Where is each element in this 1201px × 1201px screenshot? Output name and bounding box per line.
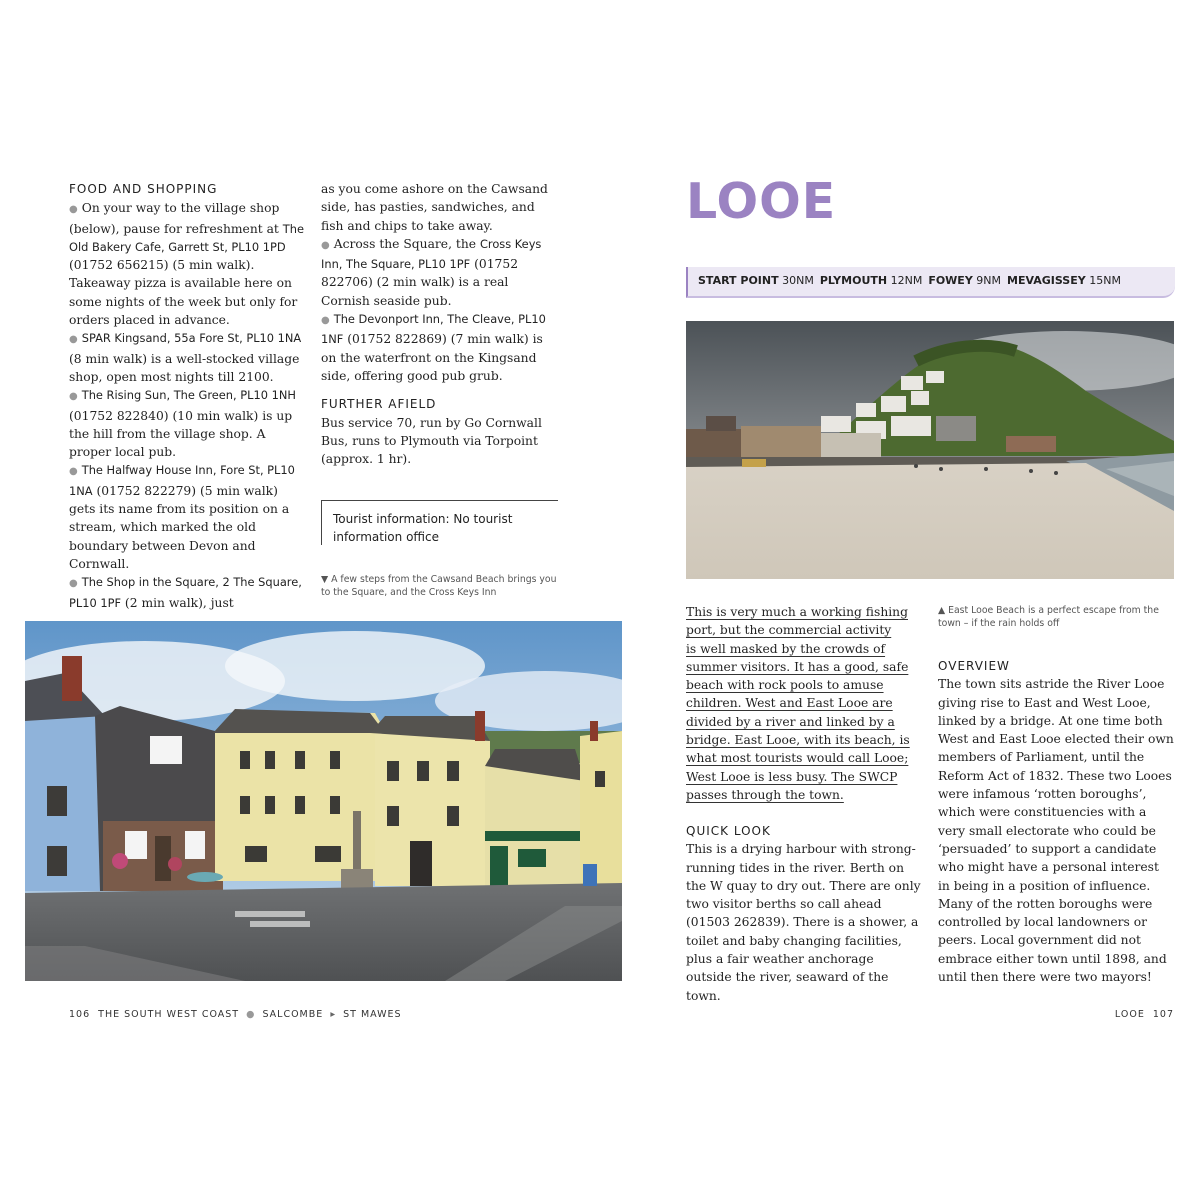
listing-details: (01752 656215) (5 min walk). Takeaway pizza is available here on some nights of the week but only for orders placed in advance.: [69, 258, 298, 328]
business-name: The Old Bakery Cafe, Garrett St, PL10 1PD: [69, 221, 304, 254]
intro-line: [686, 768, 922, 786]
distance-band: [686, 267, 1175, 298]
business-name: The Halfway House Inn, Fore St, PL10 1NA: [69, 463, 295, 498]
intro-line-text: This is very much a working fishing: [686, 605, 908, 619]
distance-place: PLYMOUTH: [819, 274, 888, 287]
overview-text: The town sits astride the River Looe giving rise to East and West Looe, linked by a bridge. At one time both West and East Looe elected their own members of Parliament, until the Reform Act of 1832. These two Looes were infamous ‘rotten boroughs’, which were constituencies with a very small electorate who could be ‘persuaded’ to support a candidate who might have a personal interest in being in a position of influence. Many of the rotten boroughs were controlled by local landowners or peers. Local government did not embrace either town until 1898, and until then there were two mayors!: [938, 677, 1174, 985]
further-afield-heading: FURTHER AFIELD: [321, 397, 437, 412]
food-shopping-column-2: [321, 180, 557, 468]
bullet-icon: ●: [246, 1009, 256, 1020]
section-name: THE SOUTH WEST COAST: [98, 1009, 240, 1020]
distance-item: [1007, 274, 1121, 287]
intro-line-text: divided by a river and linked by a: [686, 714, 895, 729]
business-name: Cross Keys Inn, The Square, PL10 1PF: [321, 236, 542, 272]
food-shopping-column-1: [69, 180, 305, 612]
bullet-icon: ●: [69, 391, 78, 403]
arrow-right-icon: ▸: [330, 1009, 337, 1020]
footer-label: LOOE: [1114, 1009, 1145, 1020]
distance-value: 15NM: [1085, 274, 1121, 287]
food-shopping-heading: FOOD AND SHOPPING: [69, 182, 218, 196]
bullet-icon: ●: [69, 578, 78, 590]
overview-section: [938, 657, 1174, 986]
listing-entry: [69, 461, 305, 573]
quick-look-text: This is a drying harbour with strong-running tides in the river. Berth on the W quay to dry out. There are only two visitor berths so call ahead (01503 262839). There is a shower, a toilet and baby changing facilities, plus a fair weather anchorage outside the river, seaward of the town.: [686, 842, 921, 1003]
business-name: The Shop in the Square, 2 The Square, PL10 1PF: [69, 575, 302, 610]
distance-place: FOWEY: [928, 274, 973, 287]
listing-details: (01752 822840) (10 min walk) is up the hill from the village shop. A proper local pub.: [69, 408, 293, 460]
quick-look-section: [686, 822, 922, 1005]
page-title: LOOE: [686, 173, 837, 230]
intro-line: [686, 640, 922, 658]
route-from: SALCOMBE: [262, 1009, 324, 1020]
intro-line-text: what most tourists would call Looe;: [686, 751, 909, 766]
listing-details: (01752 822279) (5 min walk) gets its name from its position on a stream, which marked the old boundary between Devon and Cornwall.: [69, 483, 290, 571]
business-name: SPAR Kingsand, 55a Fore St, PL10 1NA: [81, 331, 302, 346]
beach-photo-caption: ▲ East Looe Beach is a perfect escape from the town – if the rain holds off: [938, 605, 1159, 629]
cawsand-square-photo: [25, 621, 622, 981]
intro-line: [686, 603, 922, 621]
distance-place: MEVAGISSEY: [1007, 274, 1086, 287]
distance-list: [698, 274, 1121, 287]
business-name: The Devonport Inn, The Cleave, PL10 1NF: [321, 312, 546, 347]
intro-line: [686, 786, 922, 804]
bullet-icon: ●: [69, 334, 78, 346]
listing-details: (01752 822706) (2 min walk) is a real Cornish seaside pub.: [321, 257, 519, 308]
route-to: ST MAWES: [343, 1009, 402, 1020]
left-page: [0, 0, 600, 1201]
listing-details: (2 min walk), just: [121, 595, 234, 610]
distance-value: 9NM: [972, 274, 1002, 287]
intro-line-text: children. West and East Looe are: [686, 696, 893, 711]
quick-look-heading: QUICK LOOK: [686, 824, 771, 838]
distance-value: 12NM: [887, 274, 923, 287]
bullet-icon: ●: [69, 204, 78, 216]
intro-line-text: is well masked by the crowds of: [686, 641, 886, 656]
distance-item: [820, 274, 922, 287]
page-number: 106: [69, 1009, 91, 1020]
intro-line: [686, 749, 922, 767]
continued-text: as you come ashore on the Cawsand side, has pasties, sandwiches, and fish and chips to take away.: [321, 182, 548, 233]
listing-text: Across the Square, the: [333, 236, 480, 251]
square-photo-caption: ▼ A few steps from the Cawsand Beach brings you to the Square, and the Cross Keys Inn: [321, 574, 557, 598]
listing-entry: [69, 199, 305, 329]
listing-details: (01752 822869) (7 min walk) is on the waterfront on the Kingsand side, offering good pub grub.: [321, 332, 543, 383]
intro-line: [686, 658, 922, 676]
food-listings: [69, 199, 305, 612]
listing-entry: [69, 573, 305, 612]
intro-line-text: beach with rock pools to amuse: [686, 678, 884, 693]
intro-line: [686, 731, 922, 749]
intro-line: [686, 694, 922, 712]
tourist-info-text: Tourist information: No tourist information office: [333, 512, 513, 545]
intro-text: [686, 603, 922, 804]
left-footer: [69, 1009, 402, 1020]
intro-line: [686, 713, 922, 731]
distance-item: [928, 274, 1001, 287]
page-number: 107: [1152, 1009, 1174, 1020]
listing-entry: [321, 310, 557, 385]
business-name: The Rising Sun, The Green, PL10 1NH: [81, 388, 296, 403]
east-looe-beach-photo: [686, 321, 1174, 579]
listing-text: On your way to the village shop (below), pause for refreshment at: [69, 201, 283, 236]
overview-heading: OVERVIEW: [938, 659, 1010, 673]
listing-entry: [69, 386, 305, 461]
right-page: [600, 0, 1201, 1201]
listing-entry: [69, 329, 305, 386]
intro-line: [686, 676, 922, 694]
right-footer: [1115, 1009, 1174, 1020]
intro-line-text: West Looe is less busy. The SWCP: [686, 769, 898, 784]
further-afield-text: Bus service 70, run by Go Cornwall Bus, runs to Plymouth via Torpoint (approx. 1 hr).: [321, 415, 542, 467]
intro-line-text: bridge. East Looe, with its beach, is: [686, 733, 910, 748]
distance-item: [698, 274, 814, 287]
distance-place: START POINT: [698, 274, 779, 287]
listing-entry: [321, 235, 557, 310]
pub-listings: [321, 235, 557, 385]
tourist-info-box: [321, 500, 558, 545]
intro-line-text: port, but the commercial activity: [686, 623, 892, 638]
bullet-icon: ●: [69, 466, 78, 478]
intro-line: [686, 621, 922, 639]
intro-line-text: summer visitors. It has a good, safe: [686, 659, 909, 674]
bullet-icon: ●: [321, 315, 330, 327]
bullet-icon: ●: [321, 239, 330, 251]
intro-line-text: passes through the town.: [686, 787, 844, 802]
listing-details: (8 min walk) is a well-stocked village shop, open most nights till 2100.: [69, 351, 300, 384]
distance-value: 30NM: [778, 274, 814, 287]
